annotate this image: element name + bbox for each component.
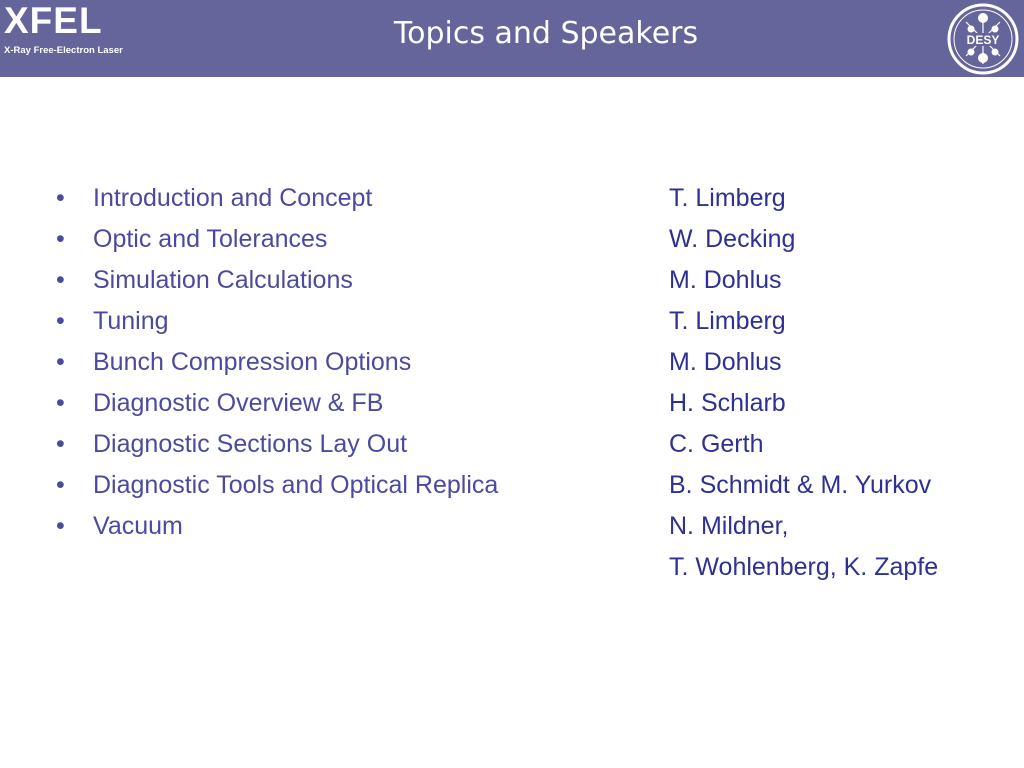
topic-item [56, 260, 636, 301]
topic-label: Bunch Compression Options [93, 348, 412, 376]
topic-item [56, 178, 636, 219]
speaker-name: M. Dohlus [669, 266, 782, 294]
topic-label: Optic and Tolerances [93, 225, 328, 253]
speakers-list [669, 178, 1019, 588]
speaker-name: T. Limberg [669, 184, 786, 212]
topic-label: Vacuum [93, 512, 183, 540]
speaker-name: M. Dohlus [669, 348, 782, 376]
topic-item [56, 465, 636, 506]
bullet-icon: • [56, 512, 65, 540]
speaker-name: N. Mildner, [669, 512, 789, 540]
bullet-icon: • [56, 307, 65, 335]
topic-label: Simulation Calculations [93, 266, 353, 294]
topic-label: Introduction and Concept [93, 184, 373, 212]
speaker-name: H. Schlarb [669, 389, 786, 417]
topic-label: Diagnostic Sections Lay Out [93, 430, 408, 458]
desy-logo-text: DESY [966, 33, 1000, 47]
speaker-name: T. Limberg [669, 307, 786, 335]
speaker-name: B. Schmidt & M. Yurkov [669, 471, 932, 499]
topic-item [56, 219, 636, 260]
bullet-icon: • [56, 430, 65, 458]
topic-item [56, 424, 636, 465]
topic-label: Tuning [93, 307, 169, 335]
topic-item [56, 301, 636, 342]
speaker-name: C. Gerth [669, 430, 764, 458]
topic-item [56, 383, 636, 424]
topic-item [56, 342, 636, 383]
bullet-icon: • [56, 266, 65, 294]
xfel-logo [4, 0, 136, 60]
speaker-name: T. Wohlenberg, K. Zapfe [669, 553, 939, 581]
desy-logo [946, 2, 1020, 76]
xfel-logo-wordmark: XFEL [4, 0, 103, 41]
bullet-icon: • [56, 225, 65, 253]
topics-list [56, 178, 636, 547]
header-bar [0, 0, 1024, 77]
bullet-icon: • [56, 348, 65, 376]
bullet-icon: • [56, 184, 65, 212]
topic-label: Diagnostic Overview & FB [93, 389, 384, 417]
topic-label: Diagnostic Tools and Optical Replica [93, 471, 499, 499]
xfel-logo-subtitle: X-Ray Free-Electron Laser [4, 45, 123, 56]
topic-item [56, 506, 636, 547]
bullet-icon: • [56, 471, 65, 499]
bullet-icon: • [56, 389, 65, 417]
speaker-name: W. Decking [669, 225, 796, 253]
slide-title: Topics and Speakers [393, 16, 699, 51]
